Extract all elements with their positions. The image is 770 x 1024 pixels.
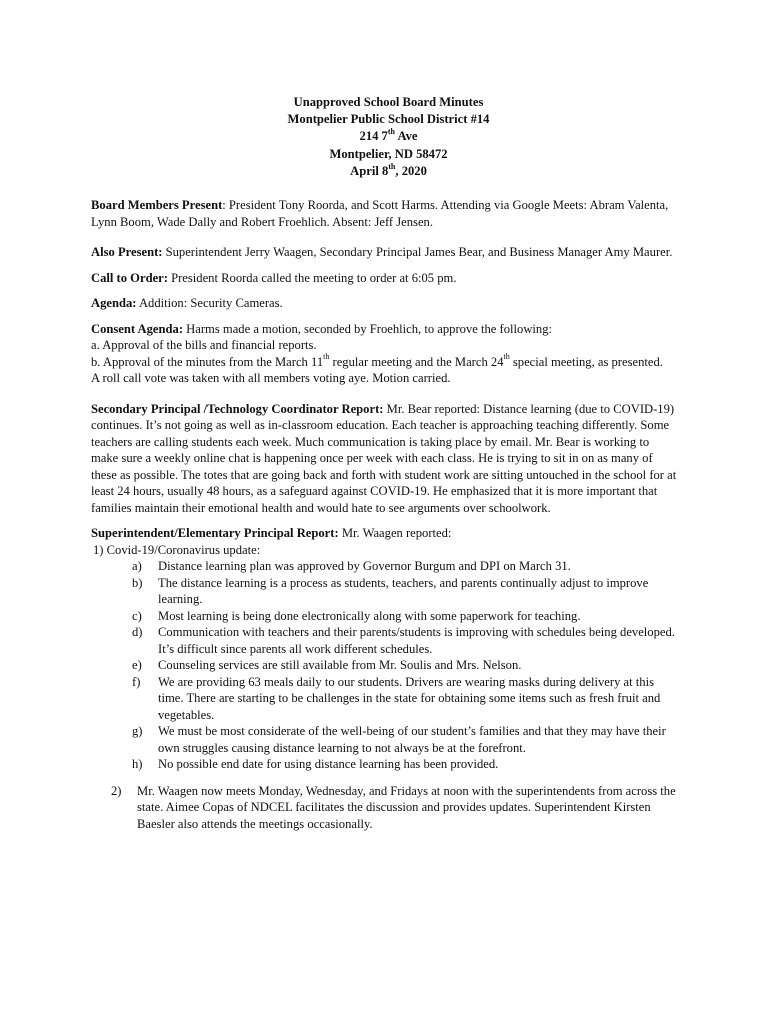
covid-update-heading: 1) Covid-19/Coronavirus update: [93, 542, 261, 557]
meeting-date: April 8th, 2020 [350, 161, 427, 178]
document-title: Unapproved School Board Minutes [293, 95, 484, 109]
list-item: c) Most learning is being done electronically along with some paperwork for teaching. [132, 608, 581, 623]
consent-item-b: b. Approval of the minutes from the March 11th regular meeting and the March 24th special meeting, as presented. [91, 352, 663, 369]
superintendent-meetings-item: 2) Mr. Waagen now meets Monday, Wednesday, and Fridays at noon with the superintendents from across the state. Aimee Copas of NDCEL facilitates the discussion and provides updates. Superintendent Kirsten Baesler also attends the meetings occasionally. [111, 783, 676, 831]
also-present: Also Present: Superintendent Jerry Waagen, Secondary Principal James Bear, and Business Manager Amy Maurer. [91, 245, 673, 260]
consent-vote: A roll call vote was taken with all members voting aye. Motion carried. [91, 371, 451, 386]
secondary-principal-report: Secondary Principal /Technology Coordinator Report: Mr. Bear reported: Distance learning (due to COVID-19) continues. It’s not going as well as in-classroom education. Each teacher is approaching teaching differently. Some teachers are calling students each week. Much communication is taking place by email. Mr. Bear is working to make sure a weekly online chat is happening once per week with each class. He is trying to sit in on as many of these as possible. The totes that are going back and forth with student work are sitting untouched in the school for at least 24 hours, usually 48 hours, as a safeguard against COVID-19. He emphasized that it is more important that families maintain their emotional health and would hate to see arguments over schoolwork. [91, 401, 677, 515]
document-header [99, 94, 678, 180]
list-item: f) We are providing 63 meals daily to our students. Drivers are wearing masks during delivery at this time. There are starting to be challenges in the state for obtaining some items such as fresh fruit and vegetables. [132, 674, 661, 722]
agenda: Agenda: Addition: Security Cameras. [91, 296, 283, 311]
covid-update-list [91, 558, 678, 773]
district-city: Montpelier, ND 58472 [329, 146, 448, 161]
list-item: g) We must be most considerate of the well-being of our student’s families and that they may have their own struggles causing distance learning to not always be at the forefront. [132, 724, 666, 755]
consent-item-a: a. Approval of the bills and financial reports. [91, 338, 317, 353]
board-members-present: Board Members Present: President Tony Roorda, and Scott Harms. Attending via Google Meets: Abram Valenta, Lynn Boom, Wade Dally and Robert Froehlich. Absent: Jeff Jensen. [91, 198, 669, 229]
superintendent-report: Superintendent/Elementary Principal Report: Mr. Waagen reported: 1) Covid-19/Coronavirus update: a) Distance learning plan was approved by Governor Burgum and DPI on March 31. b) The distance learning is a process as students, teachers, and parents continually adjust to improve learning. c) Most learning is being done electronically along with some paperwork for teaching. d) Communication with teachers and their parents/students is improving with schedules being developed. It’s difficult since parents all work different schedules. e) Counseling services are still available from Mr. Soulis and Mrs. Nelson. f) We are providing 63 meals daily to our students. Drivers are wearing masks during delivery at this time. There are starting to be challenges in the state for obtaining some items such as fresh fruit and vegetables. g) We must be most considerate of the well-being of our student’s families and that they may have their own struggles causing distance learning to not always be at the forefront. h) No possible end date for using distance learning has been provided. 2) Mr. Waagen now meets Monday, Wednesday, and Fridays at noon with the superintendents from across the state. Aimee Copas of NDCEL facilitates the discussion and provides updates. Superintendent Kirsten Baesler also attends the meetings occasionally. [91, 525, 678, 832]
call-to-order: Call to Order: President Roorda called the meeting to order at 6:05 pm. [91, 270, 457, 285]
list-item: h) No possible end date for using distance learning has been provided. [132, 757, 499, 772]
list-item: b) The distance learning is a process as students, teachers, and parents continually adjust to improve learning. [132, 575, 649, 607]
district-name: Montpelier Public School District #14 [287, 112, 490, 127]
list-item: d) Communication with teachers and their parents/students is improving with schedules being developed. It’s difficult since parents all work different schedules. [132, 625, 675, 656]
list-item: a) Distance learning plan was approved by Governor Burgum and DPI on March 31. [132, 559, 571, 574]
list-item: e) Counseling services are still available from Mr. Soulis and Mrs. Nelson. [132, 658, 522, 673]
district-address: 214 7th Ave [359, 127, 418, 144]
consent-agenda: Consent Agenda: Harms made a motion, seconded by Froehlich, to approve the following: a. Approval of the bills and financial reports. b. Approval of the minutes from the March 11th regular meeting and the March 24th special meeting, as presented. A roll call vote was taken with all members voting aye. Motion carried. [91, 321, 678, 387]
